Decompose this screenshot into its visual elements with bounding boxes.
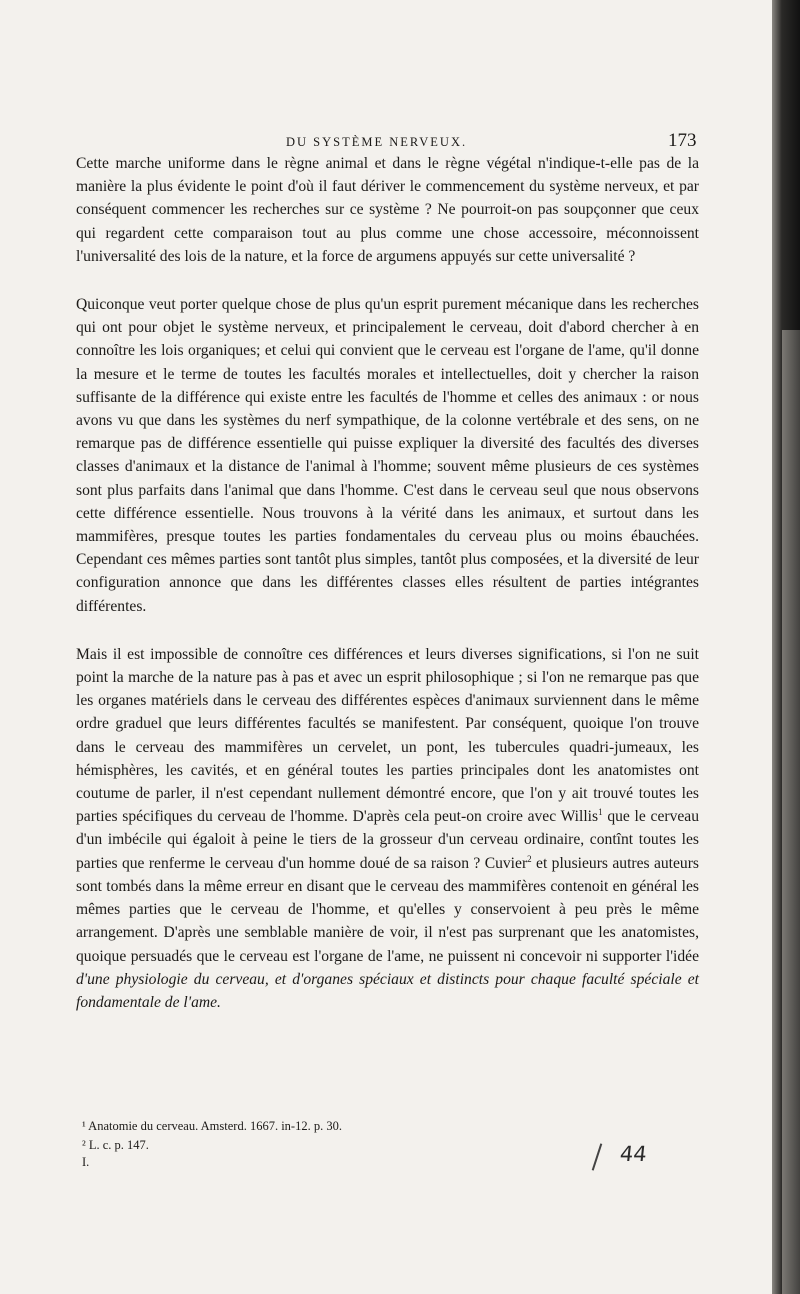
- handwritten-folio: 44: [618, 1142, 648, 1166]
- paragraph-1: Cette marche uniforme dans le règne animal et dans le règne végétal n'indique-t-elle pas de la manière la plus évidente le point d'où il faut dériver le commencement du système nerveux, et par conséquent commencer les recherches sur ce système ? Ne pourroit-on pas soupçonner que ceux qui regardent cette comparaison tout au plus comme une chose accessoire, méconnoissent l'universalité des lois de la nature, et la force de argumens appuyés sur cette universalité ?: [76, 155, 699, 265]
- footnote-2: ² L. c. p. 147.: [82, 1138, 149, 1152]
- signature-mark: I.: [82, 1155, 90, 1169]
- footnote-ref-2: 2: [527, 853, 532, 864]
- body-text: [76, 152, 699, 1039]
- paragraph-3-part-1: Mais il est impossible de connoître ces différences et leurs diverses significations, si l'on ne suit point la marche de la nature pas à pas et avec un esprit philosophique ; si l'on ne remarque pas que les organes matériels dans le cerveau des différentes espèces d'animaux surviennent dans le même ordre graduel que leurs différentes facultés se manifestent. Par conséquent, quoique l'on trouve dans le cerveau des mammifères un cervelet, un pont, les tubercules quadri-jumeaux, les hémisphères, les cavités, et en général toutes les parties principales dont les anatomistes ont coutume de parler, il n'est cependant nullement démontré encore, que l'on y ait trouvé toutes les parties spécifiques du cerveau de l'homme. D'après cela peut-on croire avec Willis: [76, 645, 699, 826]
- folio-stroke: [592, 1143, 603, 1170]
- paragraph-2: Quiconque veut porter quelque chose de plus qu'un esprit purement mécanique dans les recherches qui ont pour objet le système nerveux, et principalement le cerveau, doit d'abord chercher à en connoître les lois organiques; et celui qui convient que le cerveau est l'organe de l'ame, qu'il donne la mesure et le terme de toutes les facultés morales et intellectuelles, doit y chercher la raison suffisante de la différence qui existe entre les facultés de l'homme et celles des animaux : or nous avons vu que dans les systèmes du nerf sympathique, de la colonne vertébrale et des sens, on ne remarque pas de différence essentielle qui puisse expliquer la diversité des facultés des diverses classes d'animaux et la distance de l'animal à l'homme; souvent même plusieurs de ces systèmes sont plus parfaits dans l'animal que dans l'homme. C'est dans le cerveau seul que nous observons cette différence essentielle. Nous trouvons à la vérité dans les animaux, et surtout dans les mammifères, presque toutes les parties fondamentales du cerveau plus ou moins ébauchées. Cependant ces mêmes parties sont tantôt plus simples, tantôt plus composées, et la diversité de leur configuration annonce que dans les différentes classes elles résultent de parties intégrantes différentes.: [76, 296, 699, 615]
- footnote-1: ¹ Anatomie du cerveau. Amsterd. 1667. in-12. p. 30.: [82, 1119, 342, 1133]
- page-number: 173: [668, 130, 697, 151]
- page-edge-highlight: [782, 330, 800, 1294]
- footnotes: [82, 1117, 482, 1155]
- footnote-ref-1: 1: [598, 807, 603, 818]
- paragraph-3: [76, 643, 699, 1014]
- running-title: DU SYSTÈME NERVEUX.: [286, 135, 468, 149]
- paragraph-3-italic: d'une physiologie du cerveau, et d'organes spéciaux et distincts pour chaque faculté spéciale et fondamentale de l'ame.: [76, 970, 699, 1011]
- paragraph-3-part-3: et plusieurs autres auteurs sont tombés dans la même erreur en disant que le cerveau des mammifères contenoit en général les mêmes parties que le cerveau de l'homme, et qu'elles y conservoient à peu près le même arrangement. D'après une semblable manière de voir, il n'est pas surprenant que les anatomistes, quoique persuadés que le cerveau est l'organe de l'ame, ne puissent ni concevoir ni supporter l'idée: [76, 854, 699, 965]
- paragraph-3-part-2: que le cerveau d'un imbécile qui égaloit à peine le tiers de la grosseur d'un cerveau ordinaire, contînt toutes les parties que renferme le cerveau d'un homme doué de sa raison ? Cuvier: [76, 808, 700, 872]
